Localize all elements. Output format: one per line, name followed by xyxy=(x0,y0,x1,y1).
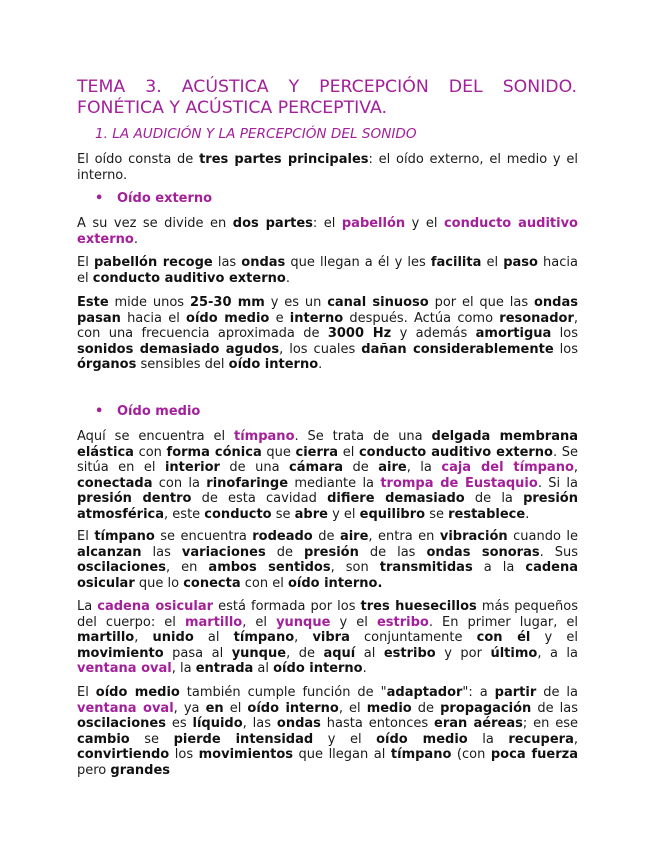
bold-term: poca fuerza xyxy=(490,747,578,763)
bullet-icon: • xyxy=(95,404,104,419)
bold-term: tres partes principales xyxy=(199,152,369,167)
bold-term: paso xyxy=(503,255,538,270)
highlighted-term: trompa de Eustaquio xyxy=(380,475,538,491)
text-run: y el xyxy=(405,216,444,231)
text-run: la xyxy=(467,731,509,747)
text-run: al xyxy=(355,645,384,661)
highlighted-term: estribo xyxy=(376,614,429,630)
bold-term: propagación xyxy=(440,700,532,716)
text-run: pero xyxy=(77,762,111,778)
bold-term: vibra xyxy=(312,630,350,646)
bullet-label: Oído externo xyxy=(117,191,213,206)
bold-term: presión atmosférica xyxy=(77,491,578,522)
text-run: , las xyxy=(242,716,277,732)
bullet-icon: • xyxy=(95,191,104,206)
text-run: de xyxy=(411,700,441,716)
bold-term: amortigua xyxy=(475,326,552,342)
text-run: que llegan al xyxy=(293,747,391,763)
bold-term: oído medio xyxy=(186,310,270,326)
bold-term: transmitidas xyxy=(379,560,473,576)
text-run: de la xyxy=(536,685,578,700)
text-run: , de xyxy=(286,645,324,661)
text-run: se xyxy=(271,506,295,522)
bold-term: oscilaciones xyxy=(77,560,166,576)
text-run: . xyxy=(318,357,323,373)
bold-term: Este xyxy=(77,295,109,310)
bold-term: presión dentro xyxy=(77,491,192,507)
bold-term: aire xyxy=(378,460,407,476)
bold-term: en xyxy=(205,700,224,716)
text-run: con xyxy=(133,444,167,460)
bold-term: aire xyxy=(339,529,369,544)
text-run: El xyxy=(77,685,96,700)
paragraph-3 xyxy=(77,255,578,286)
bullet-heading-oido-medio xyxy=(95,404,200,419)
text-run: conjuntamente xyxy=(349,630,477,646)
bold-term: sonidos demasiado agudos xyxy=(77,341,280,357)
text-run: hacia el xyxy=(77,255,578,286)
bold-term: tímpano xyxy=(390,747,452,763)
text-run: A su vez se divide en xyxy=(77,216,233,231)
bold-term: oído interno. xyxy=(287,575,383,591)
bold-term: ondas xyxy=(241,255,286,270)
bold-term: ondas xyxy=(276,716,321,732)
bold-term: órganos xyxy=(77,357,137,373)
highlighted-term: yunque xyxy=(276,614,331,630)
bold-term: cambio xyxy=(77,731,130,747)
text-run: con la xyxy=(152,475,207,491)
bold-term: estribo xyxy=(383,645,436,661)
bold-term: conducto xyxy=(204,506,272,522)
text-run: a la xyxy=(472,560,526,576)
paragraph-2 xyxy=(77,216,578,247)
bold-term: oído interno xyxy=(228,357,319,373)
bold-term: interno xyxy=(289,310,344,326)
text-run: se xyxy=(425,506,449,522)
text-run: y el xyxy=(327,506,360,522)
text-run: , ya xyxy=(173,700,206,716)
text-run: (con xyxy=(451,747,491,763)
bold-term: tres huesecillos xyxy=(360,599,477,614)
bold-term: pabellón recoge xyxy=(93,255,213,270)
text-run: de xyxy=(265,544,304,560)
text-run: de xyxy=(312,529,340,544)
bold-term: interior xyxy=(164,460,220,476)
bold-term: 25-30 mm xyxy=(189,295,265,310)
bold-term: entrada xyxy=(195,661,254,677)
bold-term: adaptador xyxy=(386,685,463,700)
text-run: , los cuales xyxy=(279,341,362,357)
text-run: : el oído externo, el medio y el interno. xyxy=(77,152,578,183)
bold-term: facilita xyxy=(430,255,482,270)
bold-term: ondas pasan xyxy=(77,295,578,326)
text-run: los xyxy=(169,747,199,763)
text-run: El oído consta de xyxy=(77,152,200,167)
text-run: , el xyxy=(242,614,277,630)
text-run: , entra en xyxy=(368,529,440,544)
text-run: y por xyxy=(435,645,491,661)
paragraph-6 xyxy=(77,529,578,591)
text-run: que llegan a él y les xyxy=(285,255,431,270)
title-line-1: TEMA 3. ACÚSTICA Y PERCEPCIÓN DEL SONIDO. xyxy=(77,77,577,97)
bold-term: líquido xyxy=(192,716,243,732)
text-run: , a la xyxy=(537,645,579,661)
highlighted-term: caja del tímpano xyxy=(441,460,574,476)
bold-term: oído interno xyxy=(247,700,339,716)
bold-term: oído medio xyxy=(376,731,468,747)
text-run: que xyxy=(261,444,296,460)
bold-term: movimiento xyxy=(77,645,164,661)
text-run: de una xyxy=(219,460,290,476)
bold-term: vibración xyxy=(439,529,508,544)
bold-term: restablece xyxy=(448,506,526,522)
bold-term: cadena osicular xyxy=(77,560,578,591)
paragraph-7 xyxy=(77,599,578,677)
highlighted-term: ventana oval xyxy=(77,700,174,716)
bold-term: convirtiendo xyxy=(77,747,170,763)
text-run: . Se trata de una xyxy=(294,429,432,444)
bold-term: rinofaringe xyxy=(206,475,289,491)
bold-term: rodeado xyxy=(252,529,313,544)
text-run: Aquí se encuentra el xyxy=(77,429,235,444)
text-run: los xyxy=(553,341,579,357)
text-run: , en xyxy=(165,560,209,576)
text-run: al xyxy=(253,661,274,677)
highlighted-term: cadena osicular xyxy=(97,599,214,614)
text-run: . xyxy=(285,270,290,286)
bold-term: oído medio xyxy=(95,685,180,700)
text-run: , xyxy=(134,630,153,646)
bold-term: tímpano xyxy=(94,529,155,544)
text-run: de las xyxy=(358,544,427,560)
bold-term: conecta xyxy=(183,575,241,591)
text-run: después. Actúa como xyxy=(343,310,500,326)
text-run: de esta cavidad xyxy=(191,491,328,507)
text-run: y es un xyxy=(264,295,328,310)
text-run: mediante la xyxy=(288,475,381,491)
text-run: El xyxy=(77,255,94,270)
paragraph-8 xyxy=(77,685,578,779)
bold-term: equilibro xyxy=(359,506,426,522)
text-run: , con una frecuencia aproximada de xyxy=(77,310,578,342)
text-run: de la xyxy=(464,491,524,507)
text-run: . Si la xyxy=(537,475,578,491)
bold-term: partir xyxy=(494,685,537,700)
text-run: sensibles del xyxy=(136,357,229,373)
bold-term: con él xyxy=(476,630,531,646)
text-run: , son xyxy=(330,560,380,576)
bold-term: oscilaciones xyxy=(77,716,166,732)
text-run: ": a xyxy=(462,685,495,700)
text-run: , xyxy=(573,460,579,476)
text-run: , xyxy=(573,731,578,747)
text-run: cuando le xyxy=(507,529,578,544)
bold-term: conducto auditivo externo xyxy=(358,444,553,460)
text-run: los xyxy=(551,326,578,342)
bold-term: yunque xyxy=(231,645,287,661)
bold-term: ondas sonoras xyxy=(426,544,540,560)
bold-term: ambos sentidos xyxy=(208,560,331,576)
bold-term: cámara xyxy=(289,460,344,476)
text-run: , la xyxy=(406,460,442,476)
document-title xyxy=(77,77,577,119)
highlighted-term: pabellón xyxy=(341,216,406,231)
bold-term: resonador xyxy=(499,310,574,326)
highlighted-term: conducto auditivo externo xyxy=(77,216,578,247)
text-run: y el xyxy=(330,614,377,630)
text-run: y el xyxy=(530,630,579,646)
bullet-heading-oido-externo xyxy=(95,191,212,206)
text-run: : el xyxy=(312,216,342,231)
text-run: se encuentra xyxy=(154,529,253,544)
text-run: también cumple función de " xyxy=(179,685,387,700)
paragraph-5 xyxy=(77,429,578,523)
text-run: . Sus xyxy=(539,544,578,560)
text-run: . xyxy=(133,231,138,247)
text-run: , la xyxy=(171,661,196,677)
text-run: el xyxy=(481,255,504,270)
bold-term: medio xyxy=(366,700,412,716)
highlighted-term: martillo xyxy=(184,614,243,630)
text-run: , xyxy=(294,630,313,646)
bold-term: grandes xyxy=(110,762,171,778)
bold-term: forma cónica xyxy=(166,444,262,460)
bold-term: unido xyxy=(152,630,194,646)
bold-term: dañan considerablemente xyxy=(361,341,554,357)
bold-term: dos partes xyxy=(232,216,313,231)
text-run: el xyxy=(223,700,248,716)
text-run: hacia el xyxy=(120,310,187,326)
bold-term: pierde intensidad xyxy=(173,731,314,747)
bold-term: alcanzan xyxy=(77,544,142,560)
text-run: . xyxy=(362,661,367,677)
bold-term: difiere demasiado xyxy=(327,491,465,507)
bullet-label: Oído medio xyxy=(117,404,201,419)
highlighted-term: ventana oval xyxy=(77,661,172,677)
text-run: hasta entonces xyxy=(320,716,435,732)
text-run: por el que las xyxy=(428,295,534,310)
bold-term: aquí xyxy=(323,645,356,661)
bold-term: presión xyxy=(303,544,359,560)
text-run: las xyxy=(141,544,182,560)
bold-term: canal sinuoso xyxy=(327,295,429,310)
text-run: mide unos xyxy=(108,295,190,310)
text-run: , este xyxy=(164,506,205,522)
bold-term: cierra xyxy=(295,444,339,460)
paragraph-4 xyxy=(77,295,578,373)
text-run: de las xyxy=(531,700,579,716)
text-run: , el xyxy=(338,700,367,716)
text-run: más pequeños del cuerpo: el xyxy=(77,599,578,630)
bold-term: recupera xyxy=(508,731,574,747)
bold-term: último xyxy=(490,645,538,661)
bold-term: eran aéreas xyxy=(434,716,523,732)
text-run: se xyxy=(129,731,174,747)
bold-term: conectada xyxy=(77,475,153,491)
text-run: es xyxy=(165,716,193,732)
bold-term: delgada membrana elástica xyxy=(77,429,578,460)
text-run: con el xyxy=(240,575,288,591)
title-line-2: FONÉTICA Y ACÚSTICA PERCEPTIVA. xyxy=(77,98,387,118)
section-heading: 1. LA AUDICIÓN Y LA PERCEPCIÓN DEL SONIDO xyxy=(95,126,417,142)
text-run: de xyxy=(343,460,379,476)
text-run: pasa al xyxy=(163,645,232,661)
bold-term: 3000 Hz xyxy=(327,326,392,342)
text-run: . Se sitúa en el xyxy=(77,444,579,476)
text-run: e xyxy=(269,310,290,326)
bold-term: martillo xyxy=(77,630,135,646)
text-run: . xyxy=(525,506,530,522)
text-run: La xyxy=(77,599,98,614)
bold-term: tímpano xyxy=(233,630,295,646)
text-run: y el xyxy=(313,731,377,747)
bold-term: movimientos xyxy=(198,747,294,763)
paragraph-1 xyxy=(77,152,578,183)
highlighted-term: tímpano xyxy=(234,429,295,444)
text-run: las xyxy=(212,255,242,270)
bold-term: abre xyxy=(294,506,328,522)
text-run: al xyxy=(193,630,234,646)
text-run: . En primer lugar, el xyxy=(428,614,578,630)
text-run: ; en ese xyxy=(522,716,579,732)
text-run: y además xyxy=(391,326,476,342)
text-run: está formada por los xyxy=(213,599,361,614)
text-run: que lo xyxy=(134,575,184,591)
bold-term: variaciones xyxy=(181,544,266,560)
bold-term: conducto auditivo externo xyxy=(92,270,286,286)
text-run: El xyxy=(77,529,95,544)
bold-term: oído interno xyxy=(273,661,363,677)
text-run: el xyxy=(338,444,359,460)
